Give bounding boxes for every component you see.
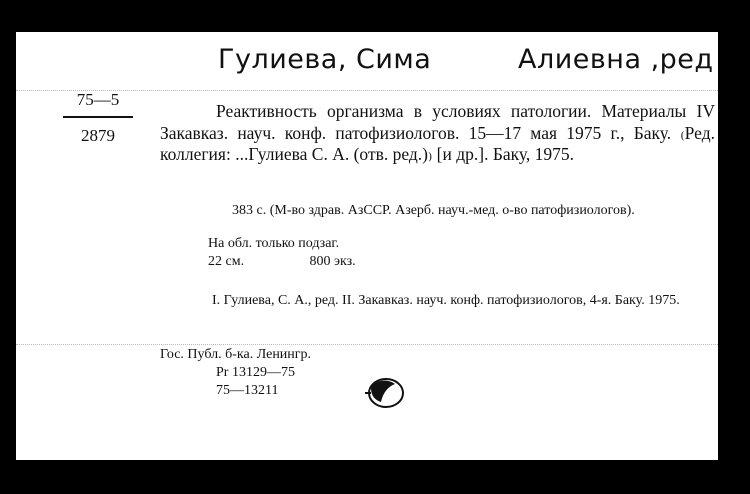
shelfmark-top: 75—5 (76, 90, 120, 109)
library-stamp (365, 376, 405, 410)
call-number-2: 75—13211 (216, 383, 279, 398)
handwritten-given-name: Алиевна ,ред (518, 44, 714, 75)
shelfmark-rule (63, 116, 133, 118)
size-cm: 22 см. (208, 254, 245, 269)
collation-pages: 383 с. (М-во здрав. АзССР. Азерб. науч.-мед. о-во патофизиологов). (232, 203, 635, 218)
call-number-1: Pr 13129—75 (216, 365, 295, 380)
holding-library: Гос. Публ. б-ка. Ленингр. (160, 347, 312, 362)
catalog-card (16, 32, 718, 460)
cover-note: На обл. только подзаг. (208, 236, 340, 251)
size-line (208, 253, 356, 270)
main-entry: Реактивность организма в условиях патологии. Материалы IV Закавказ. науч. конф. патофизиологов. 15—17 мая 1975 г., Баку. ₍Ред. коллегия: ...Гулиева С. А. (отв. ред.)₎ [и др.]. Баку, 1975. (160, 101, 715, 164)
handwritten-surname: Гулиева, Сима (218, 44, 432, 75)
shelfmark-bottom: 2879 (81, 126, 115, 145)
shelfmark (58, 90, 138, 146)
tracings: I. Гулиева, С. А., ред. II. Закавказ. науч. конф. патофизиологов, 4-я. Баку. 1975. (212, 293, 680, 308)
copies-count: 800 экз. (309, 254, 356, 269)
